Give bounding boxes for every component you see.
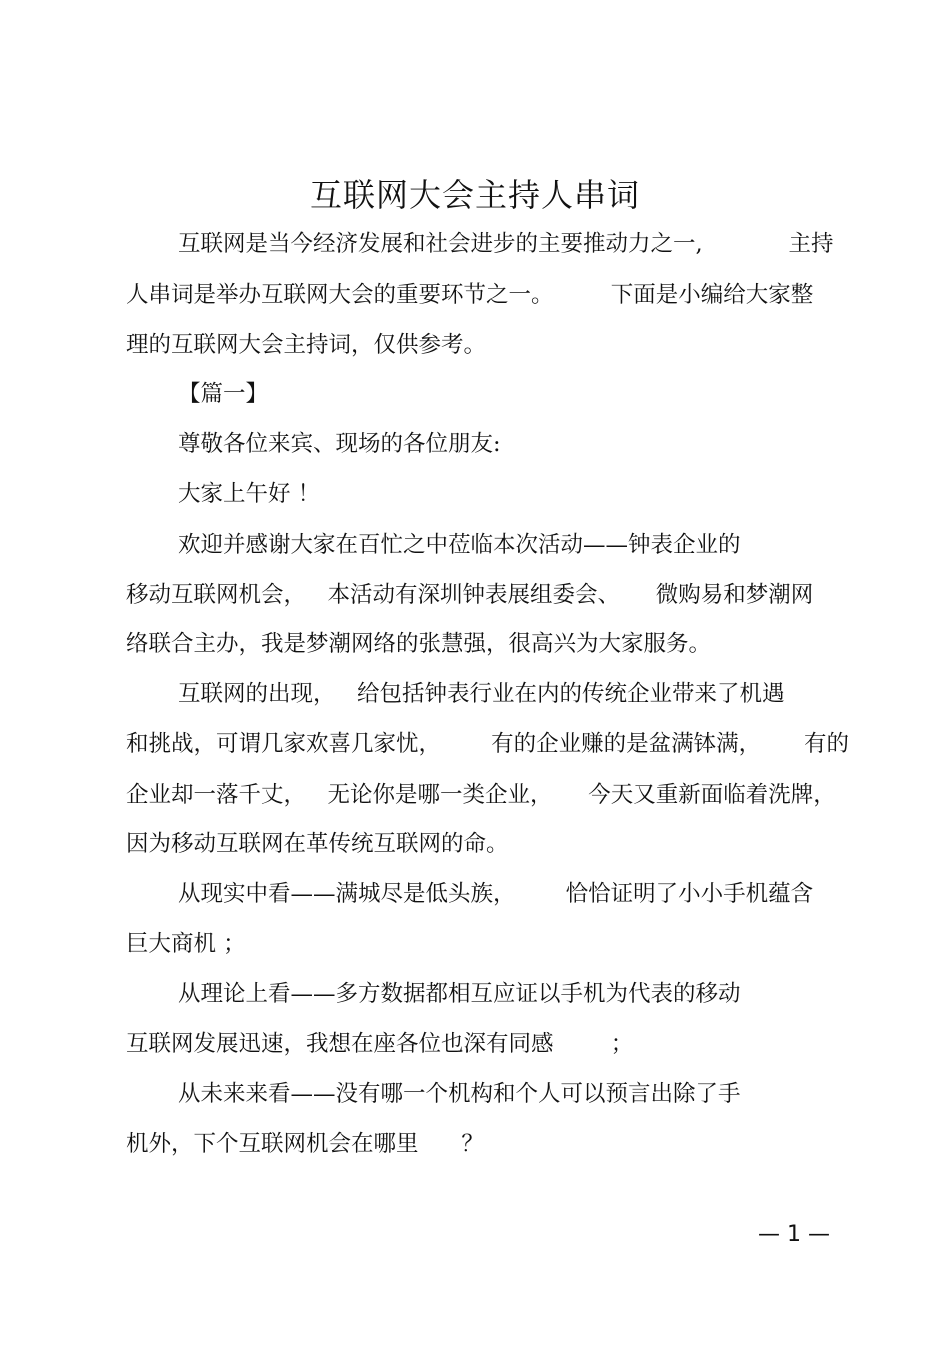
body-line-1: 互联网是当今经济发展和社会进步的主要推动力之一, 主持 <box>178 231 834 257</box>
body-line-13: 从理论上看——多方数据都相互应证以手机为代表的移动 <box>178 981 741 1007</box>
body-line-16: 机外，下个互联网机会在哪里 ？ <box>126 1131 484 1157</box>
body-line-4: 欢迎并感谢大家在百忙之中莅临本次活动——钟表企业的 <box>178 532 741 558</box>
body-line-5: 移动互联网机会， 本活动有深圳钟表展组委会、 微购易和梦潮网 <box>126 582 814 608</box>
page-number: — 1 — <box>758 1222 830 1247</box>
section-heading: 【篇一】 <box>178 381 269 407</box>
salutation-line: 尊敬各位来宾、现场的各位朋友: <box>178 431 501 457</box>
body-line-6: 络联合主办，我是梦潮网络的张慧强，很高兴为大家服务。 <box>126 631 712 657</box>
body-line-14: 互联网发展迅速，我想在座各位也深有同感 ； <box>126 1031 634 1057</box>
body-line-9: 企业却一落千丈， 无论你是哪一类企业， 今天又重新面临着洗牌， <box>126 782 836 808</box>
body-line-10: 因为移动互联网在革传统互联网的命。 <box>126 831 509 857</box>
greeting-line: 大家上午好 ！ <box>178 481 321 507</box>
body-line-11: 从现实中看——满城尽是低头族， 恰恰证明了小小手机蕴含 <box>178 881 814 907</box>
document-title: 互联网大会主持人串词 <box>309 176 640 214</box>
body-line-12: 巨大商机 ； <box>126 931 246 957</box>
body-line-2: 人串词是举办互联网大会的重要环节之一。 下面是小编给大家整 <box>126 282 814 308</box>
body-line-8: 和挑战，可谓几家欢喜几家忧， 有的企业赚的是盆满钵满， 有的 <box>126 731 849 757</box>
body-line-7: 互联网的出现， 给包括钟表行业在内的传统企业带来了机遇 <box>178 681 785 707</box>
body-line-3: 理的互联网大会主持词，仅供参考。 <box>126 332 487 358</box>
body-line-15: 从未来来看——没有哪一个机构和个人可以预言出除了手 <box>178 1081 741 1107</box>
